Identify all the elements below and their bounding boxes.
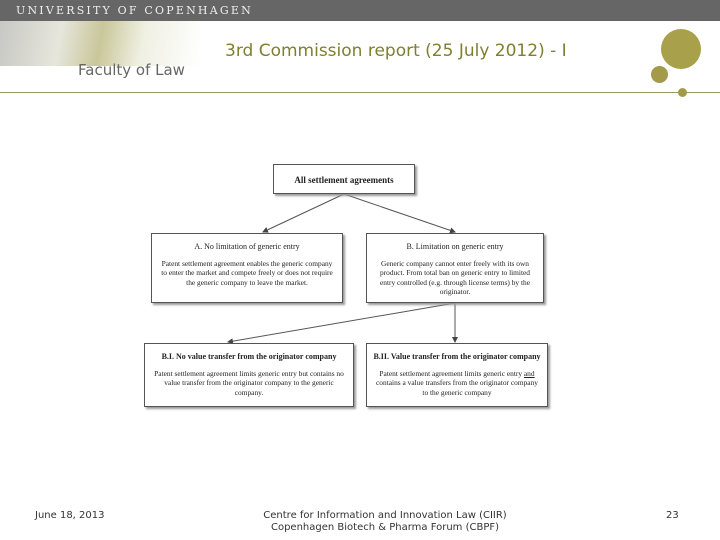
- box-b-title: B. Limitation on generic entry: [406, 242, 504, 251]
- arrow-b-to-bi: [228, 303, 455, 342]
- box-a: [151, 233, 343, 303]
- box-bi: [144, 343, 354, 407]
- page-number: 23: [666, 510, 679, 521]
- box-bii: [366, 343, 548, 407]
- underlined-and: and: [523, 368, 535, 378]
- box-bi-text: Patent settlement agreement limits generic entry but contains no value transfer from the originator company to the generic company.: [154, 368, 344, 397]
- box-bii-text: [373, 369, 541, 398]
- footer-date: June 18, 2013: [35, 510, 105, 521]
- footer-line1: Centre for Information and Innovation Law (CIIR): [263, 510, 507, 521]
- box-a-text: Patent settlement agreement enables the generic company to enter the market and compete freely or does not require the generic company to leave the market.: [161, 258, 333, 287]
- box-bi-title: B.I. No value transfer from the originator company: [161, 352, 337, 361]
- footer-center: [200, 510, 570, 534]
- arrow-root-to-a: [263, 194, 344, 232]
- text: Patent settlement agreement limits generic entry: [379, 368, 524, 378]
- box-a-title: A. No limitation of generic entry: [194, 242, 300, 251]
- box-bii-title: B.II. Value transfer from the originator company: [373, 352, 541, 361]
- slide-title: 3rd Commission report (25 July 2012) - I: [225, 41, 567, 61]
- faculty-name: Faculty of Law: [78, 61, 185, 79]
- university-name: UNIVERSITY OF COPENHAGEN: [16, 4, 253, 17]
- root-box: All settlement agreements: [273, 164, 415, 194]
- box-b: [366, 233, 544, 303]
- footer-line2: Copenhagen Biotech & Pharma Forum (CBPF): [270, 522, 500, 533]
- text: contains a value transfers from the originator company to the generic company: [376, 378, 538, 397]
- arrow-root-to-b: [344, 194, 455, 232]
- box-b-text: Generic company cannot enter freely with its own product. From total ban on generic entry to limited entry controlled (e.g. through license terms) by the originator.: [379, 258, 531, 297]
